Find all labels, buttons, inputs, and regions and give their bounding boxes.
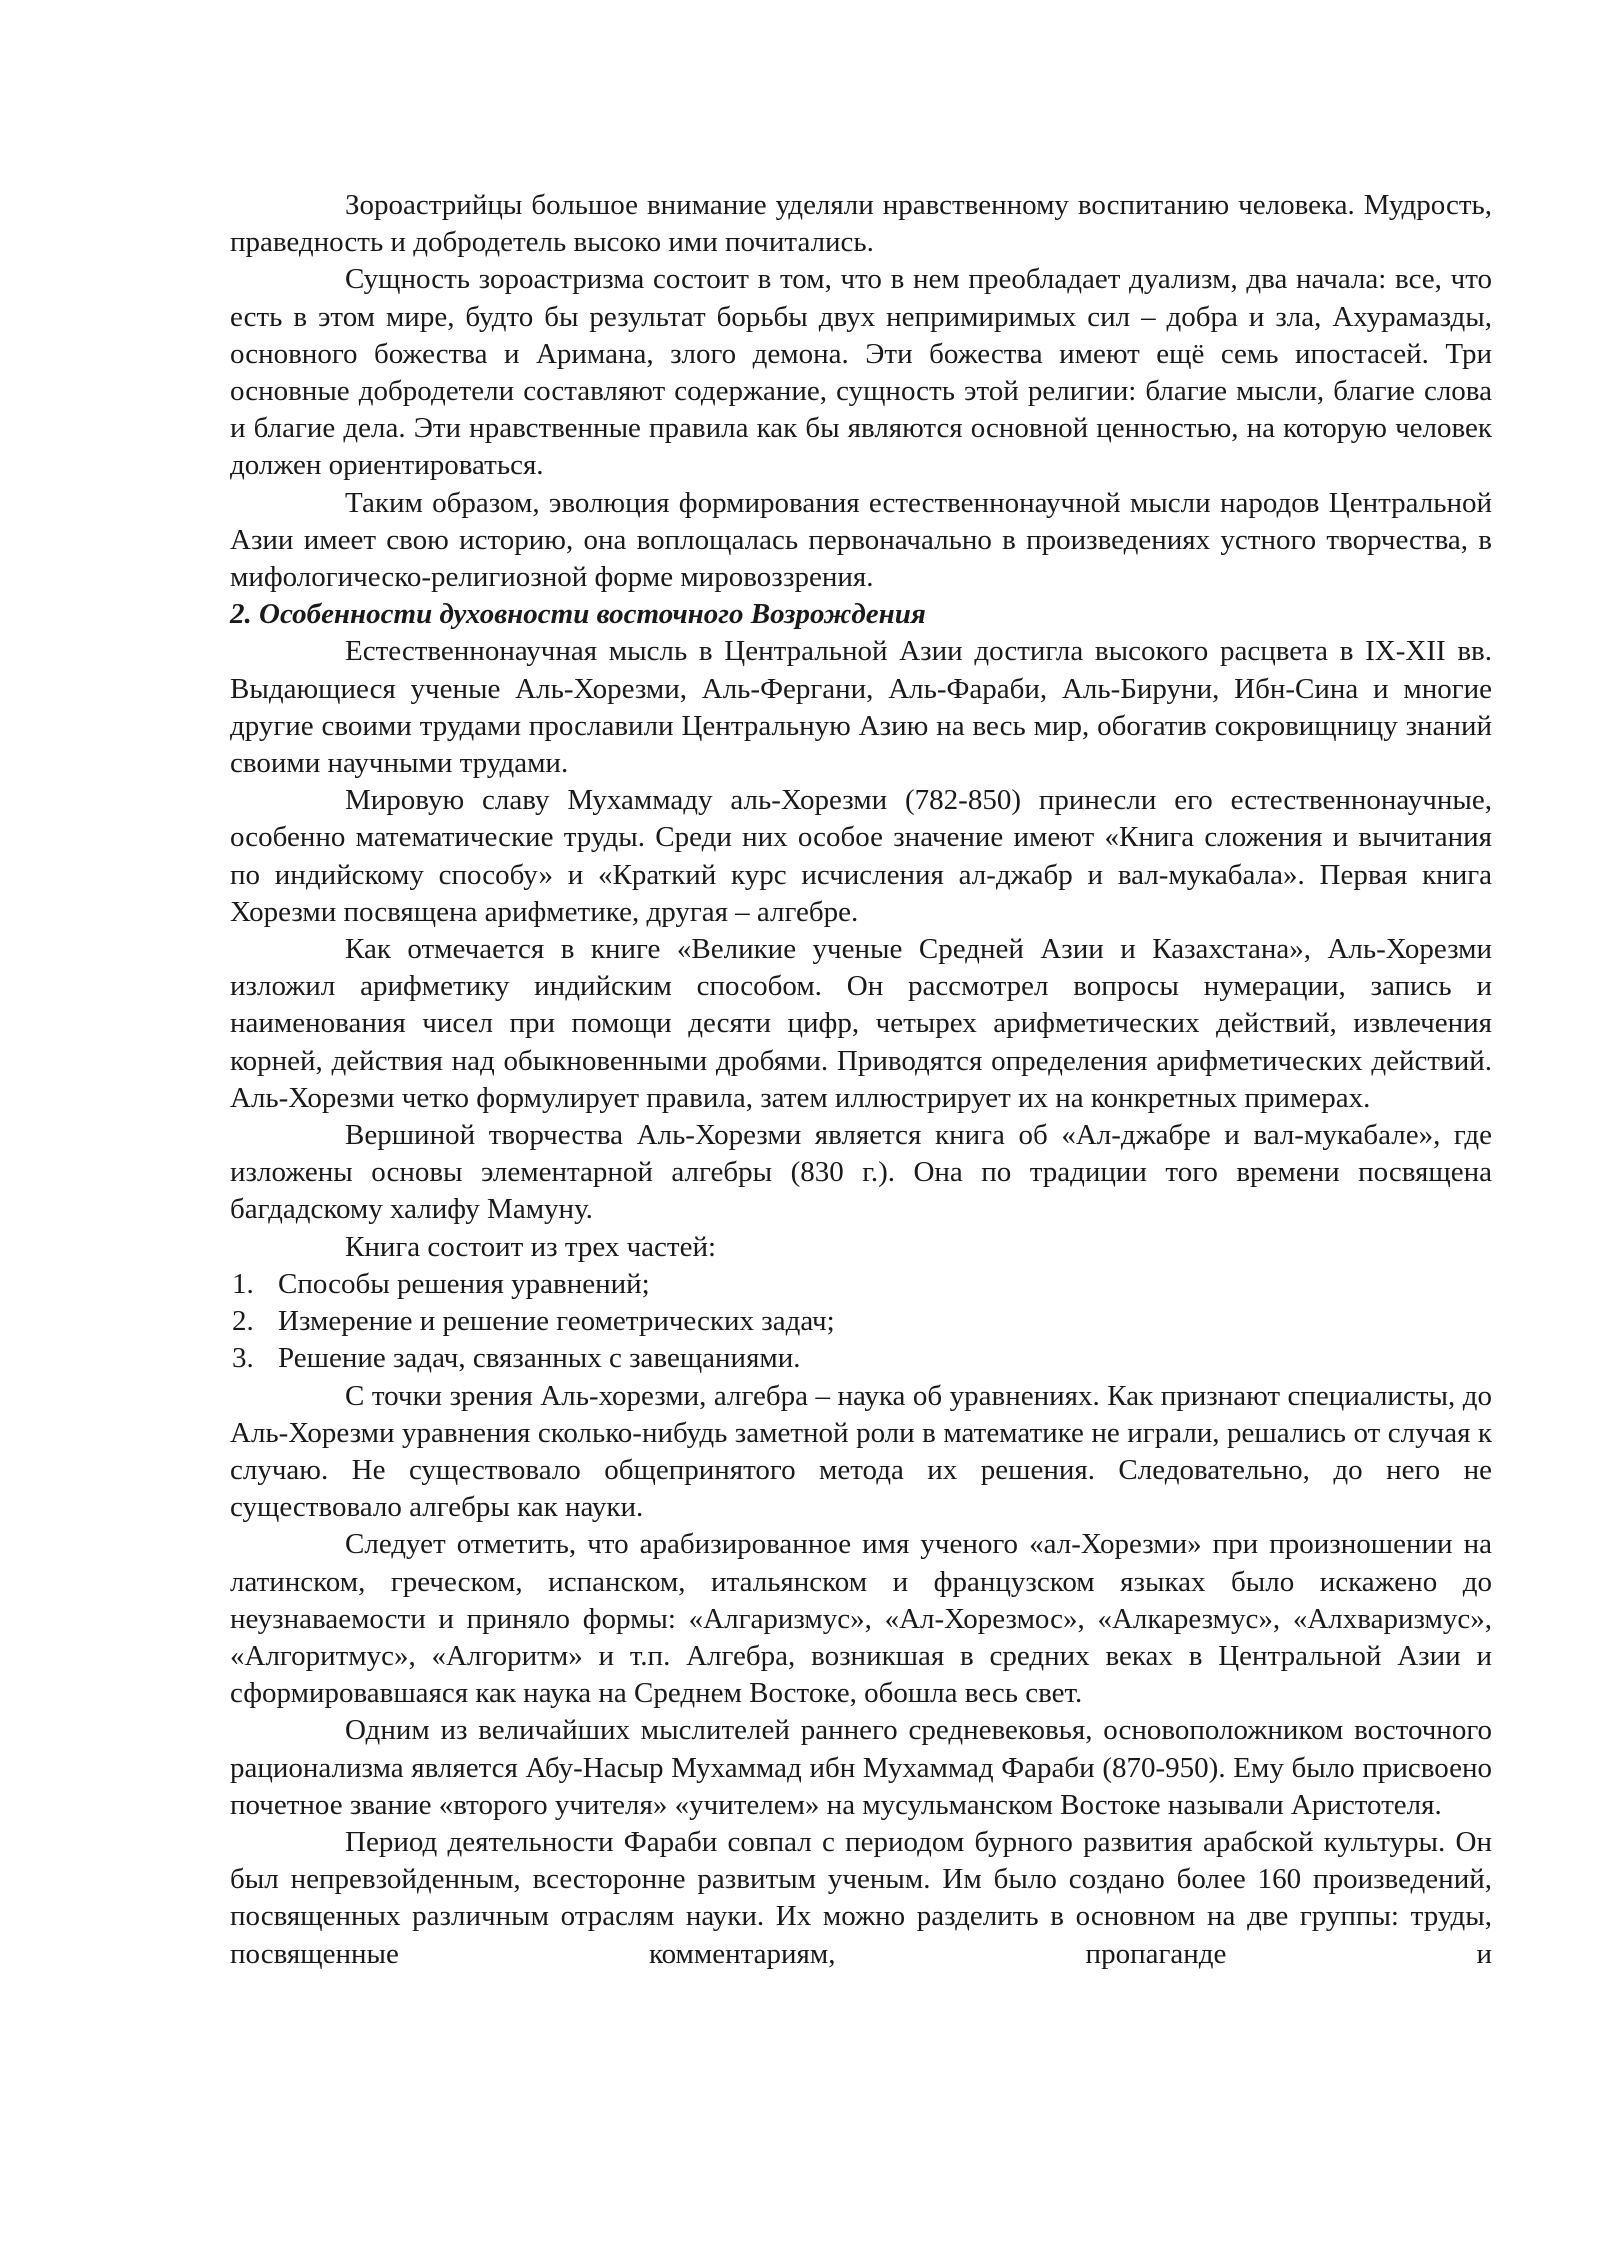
- paragraph-book-parts: Книга состоит из трех частей:: [345, 1230, 717, 1263]
- paragraph-evolution-summary: Таким образом, эволюция формирования естественнонаучной мысли народов Центральной Азии имеет свою историю, она воплощалась первоначально в произведениях устного творчества, в мифологическо-религиозной форме мировоззрения.: [230, 486, 1492, 594]
- list-item: [230, 1266, 1492, 1303]
- paragraph-farabi-period: Период деятельности Фараби совпал с периодом бурного развития арабской культуры. Он был непревзойденным, всесторонне развитым ученым. Им было создано более 160 произведений, посвященных различным отраслям науки. Их можно разделить в основном на две группы: труды, посвященные комментариям, пропаганде и: [230, 1825, 1492, 1970]
- list-item-text: Измерение и решение геометрических задач;: [278, 1305, 835, 1338]
- paragraph-farabi-intro: Одним из величайших мыслителей раннего средневековья, основоположником восточного рационализма является Абу-Насыр Мухаммад ибн Мухаммад Фараби (870-950). Ему было присвоено почетное звание «второго учителя» «учителем» на мусульманском Востоке называли Аристотеля.: [230, 1714, 1492, 1821]
- paragraph-scientific-thought: Естественнонаучная мысль в Центральной Азии достигла высокого расцвета в IX-XII вв. Выдающиеся ученые Аль-Хорезми, Аль-Фергани, Аль-Фараби, Аль-Бируни, Ибн-Сина и многие другие своими трудами прославили Центральную Азию на весь мир, обогатив сокровищницу знаний своими научными трудами.: [230, 635, 1492, 780]
- list-item-number: 3.: [232, 1342, 254, 1375]
- list-item: [230, 1340, 1492, 1377]
- paragraph-zoroastrian-essence: Сущность зороастризма состоит в том, что в нем преобладает дуализм, два начала: все, что есть в этом мире, будто бы результат борьбы двух непримиримых сил – добра и зла, Ахурамазды, основного божества и Аримана, злого демона. Эти божества имеют ещё семь ипостасей. Три основные добродетели составляют содержание, сущность этой религии: благие мысли, благие слова и благие дела. Эти нравственные правила как бы являются основной ценностью, на которую человек должен ориентироваться.: [230, 263, 1492, 482]
- paragraph-name-forms: Следует отметить, что арабизированное имя ученого «ал-Хорезми» при произношении на латинском, греческом, испанском, итальянском и французском языках было искажено до неузнаваемости и приняло формы: «Алгаризмус», «Ал-Хорезмос», «Алкарезмус», «Алхваризмус», «Алгоритмус», «Алгоритм» и т.п. Алгебра, возникшая в средних веках в Центральной Азии и сформировавшаяся как наука на Среднем Востоке, обошла весь свет.: [230, 1528, 1492, 1710]
- paragraph-al-khwarizmi-fame: Мировую славу Мухаммаду аль-Хорезми (782-850) принесли его естественнонаучные, особенно математические труды. Среди них особое значение имеют «Книга сложения и вычитания по индийскому способу» и «Краткий курс исчисления ал-джабр и вал-мукабала». Первая книга Хорезми посвящена арифметике, другая – алгебре.: [230, 784, 1492, 928]
- book-parts-list: [230, 1266, 1492, 1378]
- section-heading: 2. Особенности духовности восточного Возрождения: [230, 598, 926, 631]
- list-item-number: 1.: [232, 1267, 254, 1300]
- paragraph-algebra-science: С точки зрения Аль-хорезми, алгебра – наука об уравнениях. Как признают специалисты, до Аль-Хорезми уравнения сколько-нибудь заметной роли в математике не играли, решались от случая к случаю. Не существовало общепринятого метода их решения. Следовательно, до него не существовало алгебры как науки.: [230, 1379, 1492, 1524]
- paragraph-arithmetic: Как отмечается в книге «Великие ученые Средней Азии и Казахстана», Аль-Хорезми изложил арифметику индийским способом. Он рассмотрел вопросы нумерации, запись и наименования чисел при помощи десяти цифр, четырех арифметических действий, извлечения корней, действия над обыкновенными дробями. Приводятся определения арифметических действий. Аль-Хорезми четко формулирует правила, затем иллюстрирует их на конкретных примерах.: [230, 933, 1492, 1114]
- paragraph-zoroastrian-morality: Зороастрийцы большое внимание уделяли нравственному воспитанию человека. Мудрость, праведность и добродетель высоко ими почитались.: [230, 189, 1492, 259]
- paragraph-algebra-book: Вершиной творчества Аль-Хорезми является книга об «Ал-джабре и вал-мукабале», где изложены основы элементарной алгебры (830 г.). Она по традиции того времени посвящена багдадскому халифу Мамуну.: [230, 1119, 1492, 1226]
- document-page: [230, 187, 1492, 1973]
- list-item-text: Способы решения уравнений;: [278, 1267, 650, 1300]
- list-item-text: Решение задач, связанных с завещаниями.: [278, 1342, 801, 1375]
- list-item-number: 2.: [232, 1305, 254, 1338]
- list-item: [230, 1303, 1492, 1340]
